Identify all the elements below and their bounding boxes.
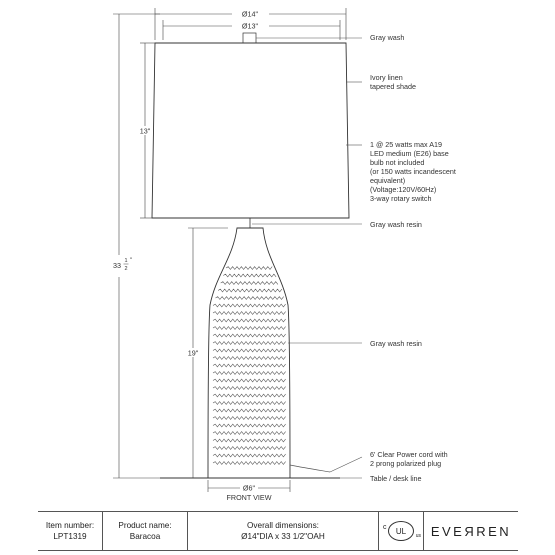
callout-shade-line-1: Ivory linen: [370, 73, 403, 82]
item-number-value: LPT1319: [53, 532, 87, 541]
dim-shade-height: 13": [139, 126, 151, 136]
callout-table: Table / desk line: [370, 474, 422, 483]
callout-bulb-line-5: equivalent): [370, 176, 406, 185]
callout-cord-line-1: 6' Clear Power cord with: [370, 450, 448, 459]
product-name-label: Product name:: [118, 521, 172, 530]
item-number-label: Item number:: [45, 521, 95, 530]
callout-bulb-line-4: (or 150 watts incandescent: [370, 167, 456, 176]
overall-dimensions-cell: [188, 512, 379, 550]
callout-cord: [370, 450, 450, 468]
dim-base-diameter: Ø6": [242, 483, 256, 493]
callout-bulb-line-2: LED medium (E26) base: [370, 149, 449, 158]
dim-overall-frac-num: 1: [124, 258, 128, 264]
finial: [243, 33, 256, 43]
certification-cell: [379, 512, 424, 550]
lamp-shade: [152, 43, 349, 218]
dim-base-height: 19": [187, 348, 199, 358]
overall-dimensions-value: Ø14"DIA x 33 1/2"OAH: [241, 532, 325, 541]
view-label: FRONT VIEW: [226, 493, 272, 502]
callout-shade-line-2: tapered shade: [370, 82, 416, 91]
callout-bulb-line-6: (Voltage:120V/60Hz): [370, 185, 437, 194]
power-cord: [290, 465, 330, 472]
item-number-cell: [38, 512, 103, 550]
dim-overall-frac-den: 2: [124, 266, 128, 272]
callout-neck: Gray wash resin: [370, 220, 422, 229]
product-name-cell: [103, 512, 188, 550]
ul-c-mark: c: [383, 524, 387, 531]
callout-finial: Gray wash: [370, 33, 405, 42]
brand-cell: [424, 512, 518, 550]
title-block: [38, 511, 518, 551]
overall-dimensions-label: Overall dimensions:: [247, 521, 319, 530]
dim-overall-height: 33: [113, 261, 121, 270]
callout-bulb-line-1: 1 @ 25 watts max A19: [370, 140, 443, 149]
product-name-value: Baracoa: [129, 532, 161, 541]
callout-body: Gray wash resin: [370, 339, 422, 348]
brand-logo: EVEЯREN: [430, 523, 512, 539]
dim-shade-outer: Ø14": [241, 9, 259, 19]
callout-bulb-line-3: bulb not included: [370, 158, 425, 167]
ul-listed-icon: [383, 521, 421, 541]
callout-bulb: [370, 140, 458, 203]
ul-mark: UL: [395, 526, 407, 536]
dim-overall-unit: ": [130, 258, 133, 264]
ul-us-mark: us: [415, 533, 421, 539]
callout-bulb-line-7: 3-way rotary switch: [370, 194, 432, 203]
callout-cord-line-2: 2 prong polarized plug: [370, 459, 442, 468]
dim-shade-inner: Ø13": [241, 21, 259, 31]
callout-shade: [370, 73, 416, 91]
leader-cord: [330, 457, 362, 472]
